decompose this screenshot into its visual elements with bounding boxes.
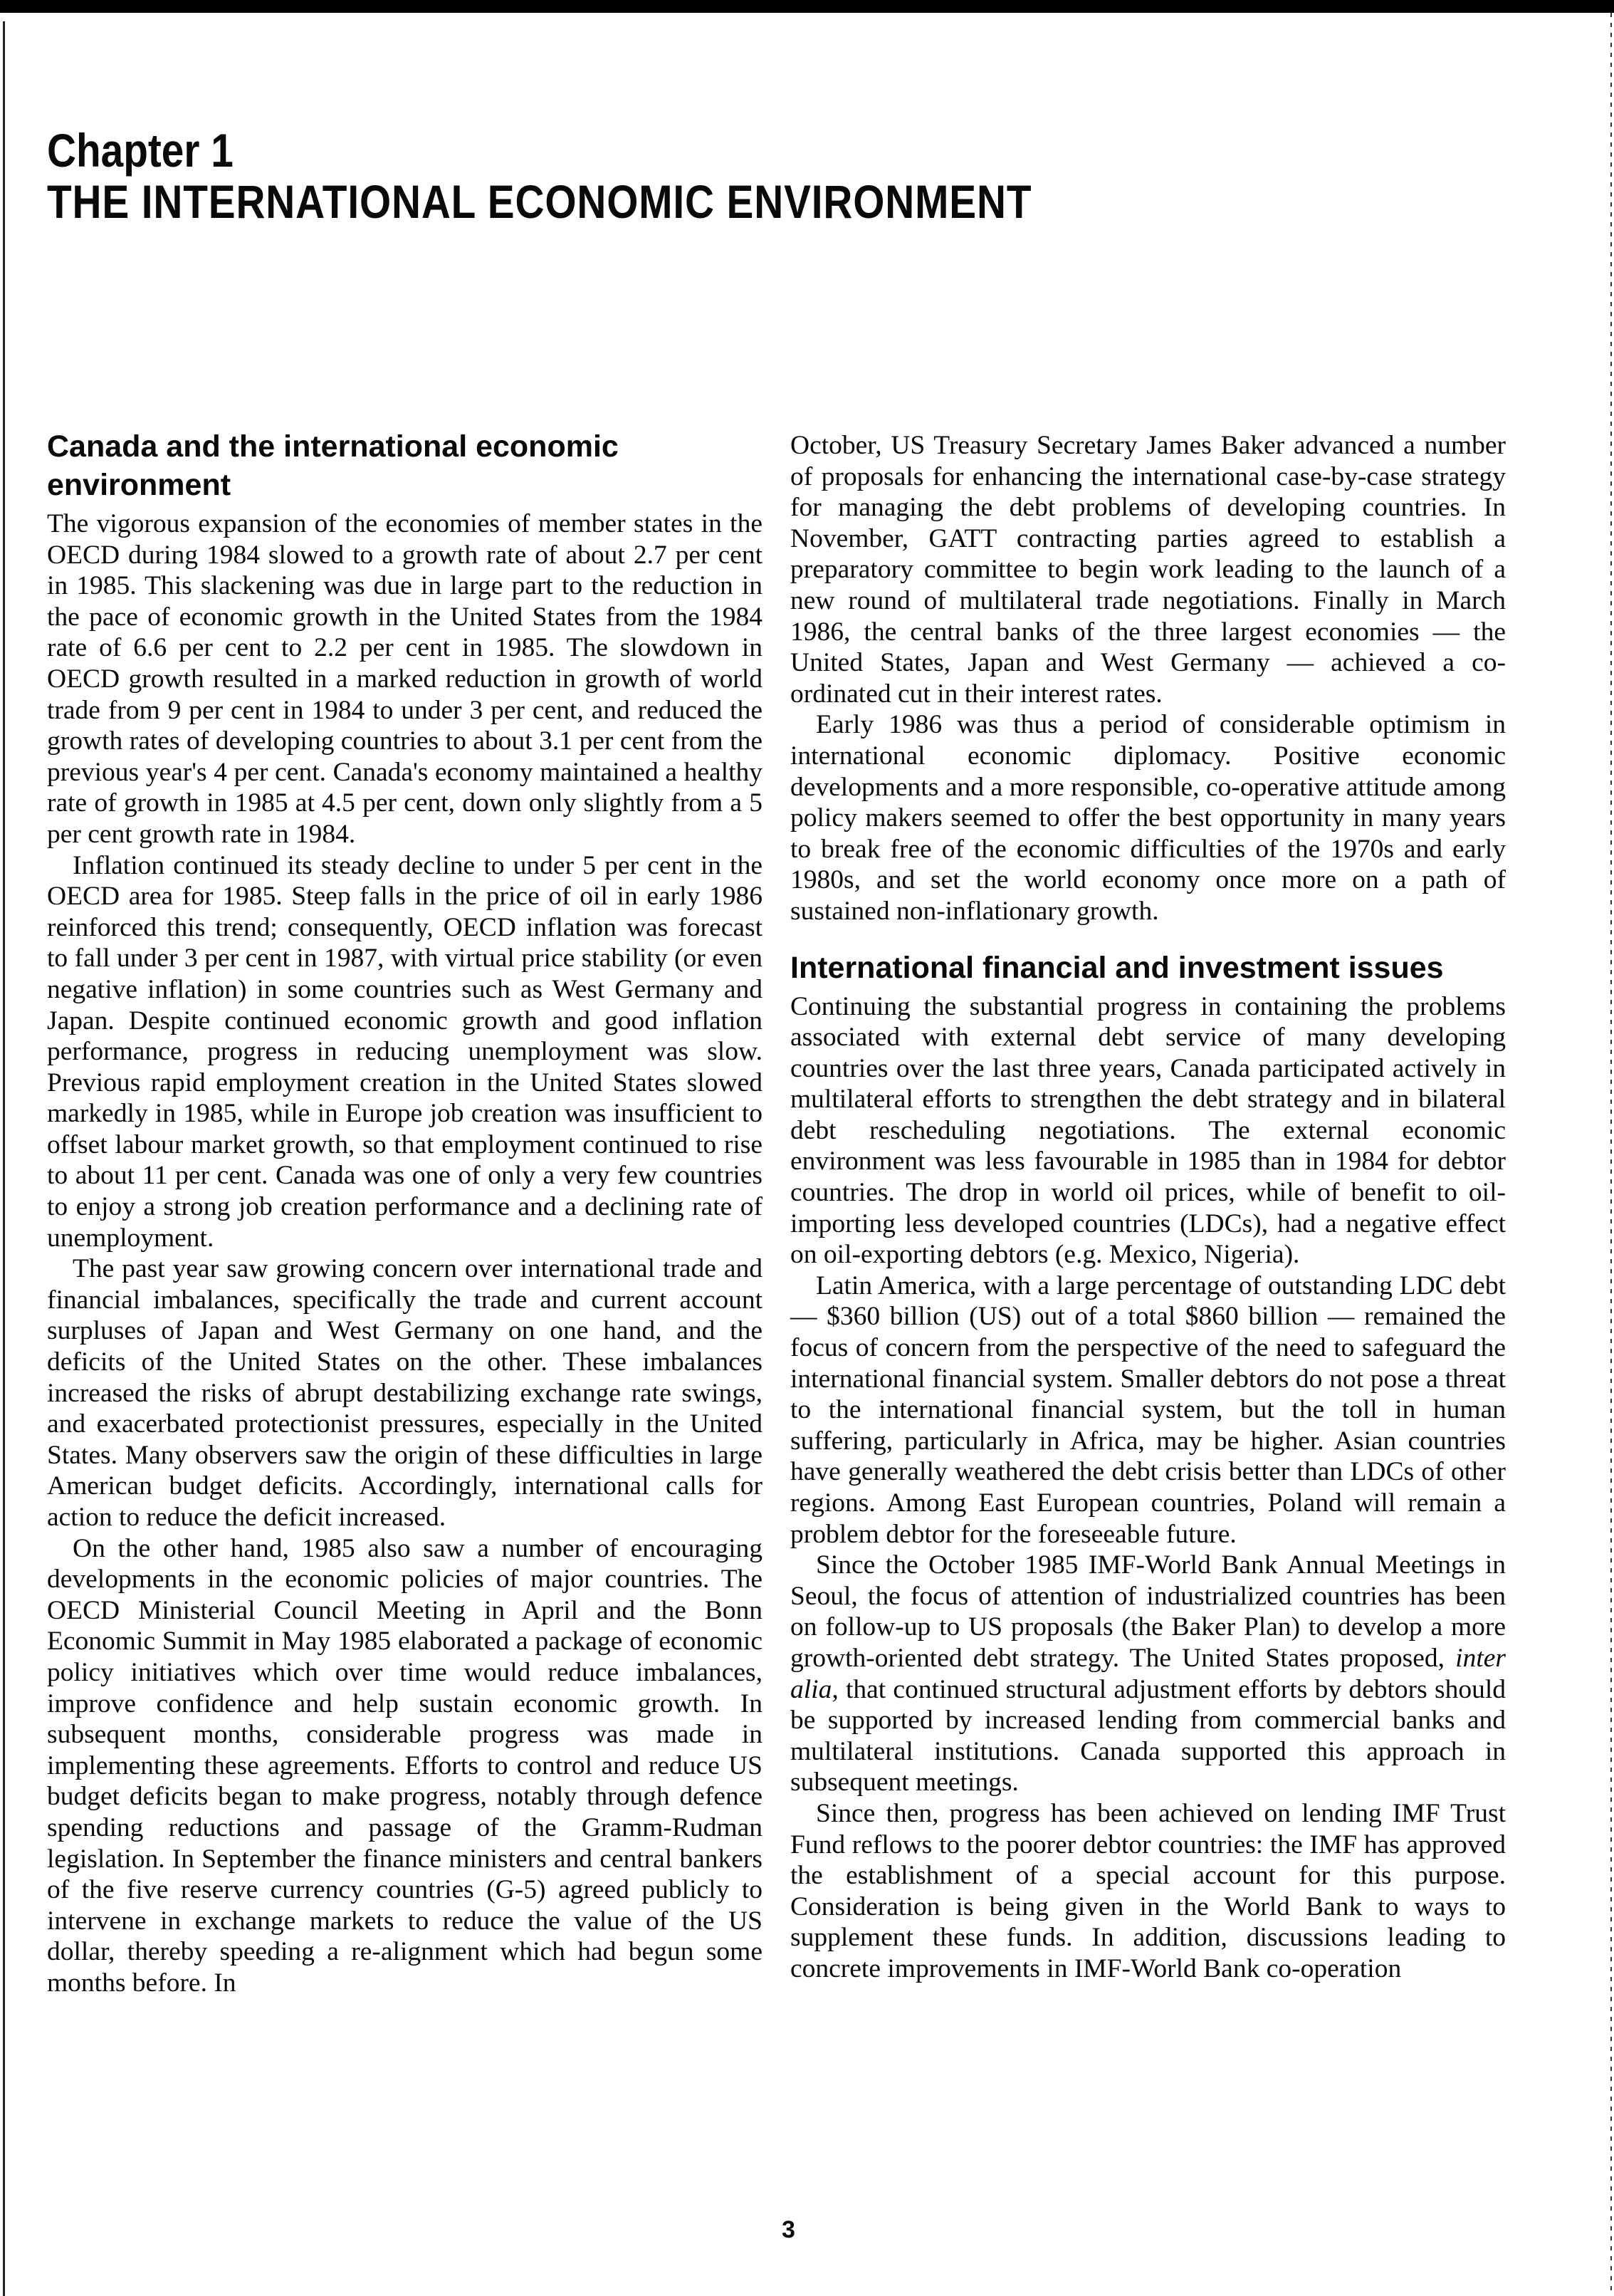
paragraph: Continuing the substantial progress in containing the problems associated with external debt service of many developing countries over the last three years, Canada participated actively in multilateral efforts to strengthen the debt strategy and in bilateral debt rescheduling negotiations. The external economic environment was less favourable in 1985 than in 1984 for debtor countries. The drop in world oil prices, while of benefit to oil-importing less developed countries (LDCs), had a negative effect on oil-exporting debtors (e.g. Mexico, Nigeria). [790,991,1506,1270]
chapter-label: Chapter 1 [47,124,234,177]
paragraph: On the other hand, 1985 also saw a number of encouraging developments in the economic policies of major countries. The OECD Ministerial Council Meeting in April and the Bonn Economic Summit in May 1985 elaborated a package of economic policy initiatives which over time would reduce imbalances, improve confidence and help sustain economic growth. In subsequent months, considerable progress was made in implementing these agreements. Efforts to control and reduce US budget deficits began to make progress, notably through defence spending reductions and passage of the Gramm-Rudman legislation. In September the finance ministers and central bankers of the five reserve currency countries (G-5) agreed publicly to intervene in exchange markets to reduce the value of the US dollar, thereby speeding a re-alignment which had begun some months before. In [47,1533,763,1998]
paragraph: Latin America, with a large percentage of outstanding LDC debt — $360 billion (US) out of a total $860 billion — remained the focus of concern from the perspective of the need to safeguard the international financial system. Smaller debtors do not pose a threat to the international financial system, but the toll in human suffering, particularly in Africa, may be higher. Asian countries have generally weathered the debt crisis better than LDCs of other regions. Among East European countries, Poland will remain a problem debtor for the foreseeable future. [790,1270,1506,1549]
paragraph [790,1550,1506,1798]
text-run: Since the October 1985 IMF-World Bank Annual Meetings in Seoul, the focus of attention of industrialized countries has been on follow-up to US proposals (the Baker Plan) to develop a more growth-oriented debt strategy. The United States proposed, [790,1550,1506,1673]
paragraph-continued: October, US Treasury Secretary James Baker advanced a number of proposals for enhancing the international case-by-case strategy for managing the debt problems of developing countries. In November, GATT contracting parties agreed to establish a preparatory committee to begin work leading to the launch of a new round of multilateral trade negotiations. Finally in March 1986, the central banks of the three largest economies — the United States, Japan and West Germany — achieved a co-ordinated cut in their interest rates. [790,431,1506,709]
paragraph: Inflation continued its steady decline to under 5 per cent in the OECD area for 1985. Steep falls in the price of oil in early 1986 reinforced this trend; consequently, OECD inflation was forecast to fall under 3 per cent in 1987, with virtual price stability (or even negative inflation) in some countries such as West Germany and Japan. Despite continued economic growth and good inflation performance, progress in reducing unemployment was slow. Previous rapid employment creation in the United States slowed markedly in 1985, while in Europe job creation was insufficient to offset labour market growth, so that employment continued to rise to about 11 per cent. Canada was one of only a very few countries to enjoy a strong job creation performance and a declining rate of unemployment. [47,850,763,1253]
scan-top-border [0,0,1614,13]
left-column [47,427,763,1999]
section-heading-financial-investment: International financial and investment issues [790,950,1444,985]
scan-right-edge [1610,13,1612,2296]
right-column [790,430,1506,1985]
scan-left-edge [3,21,5,2296]
chapter-title: THE INTERNATIONAL ECONOMIC ENVIRONMENT [47,175,1032,228]
paragraph: The past year saw growing concern over international trade and financial imbalances, specifically the trade and current account surpluses of Japan and West Germany on one hand, and the deficits of the United States on the other. These imbalances increased the risks of abrupt destabilizing exchange rate swings, and exacerbated protectionist pressures, especially in the United States. Many observers saw the origin of these difficulties in large American budget deficits. Accordingly, international calls for action to reduce the deficit increased. [47,1254,763,1532]
paragraph: Since then, progress has been achieved on lending IMF Trust Fund reflows to the poorer debtor countries: the IMF has approved the establishment of a special account for this purpose. Consideration is being given in the World Bank to ways to supplement these funds. In addition, discussions leading to concrete improvements in IMF-World Bank co-operation [790,1798,1506,1983]
text-run: , that continued structural adjustment efforts by debtors should be supported by increased lending from commercial banks and multilateral institutions. Canada supported this approach in subsequent meetings. [790,1674,1506,1797]
section-heading-canada: Canada and the international economic environment [47,429,619,502]
page-number: 3 [782,2216,795,2243]
paragraph: The vigorous expansion of the economies of member states in the OECD during 1984 slowed to a growth rate of about 2.7 per cent in 1985. This slackening was due in large part to the reduction in the pace of economic growth in the United States from the 1984 rate of 6.6 per cent to 2.2 per cent in 1985. The slowdown in OECD growth resulted in a marked reduction in growth of world trade from 9 per cent in 1984 to under 3 per cent, and reduced the growth rates of developing countries to about 3.1 per cent from the previous year's 4 per cent. Canada's economy maintained a healthy rate of growth in 1985 at 4.5 per cent, down only slightly from a 5 per cent growth rate in 1984. [47,509,763,849]
paragraph: Early 1986 was thus a period of considerable optimism in international economic diplomacy. Positive economic developments and a more responsible, co-operative attitude among policy makers seemed to offer the best opportunity in many years to break free of the economic difficulties of the 1970s and early 1980s, and set the world economy once more on a path of sustained non-inflationary growth. [790,710,1506,926]
chapter-heading [47,124,1032,228]
italic-term: inter alia [790,1643,1506,1704]
